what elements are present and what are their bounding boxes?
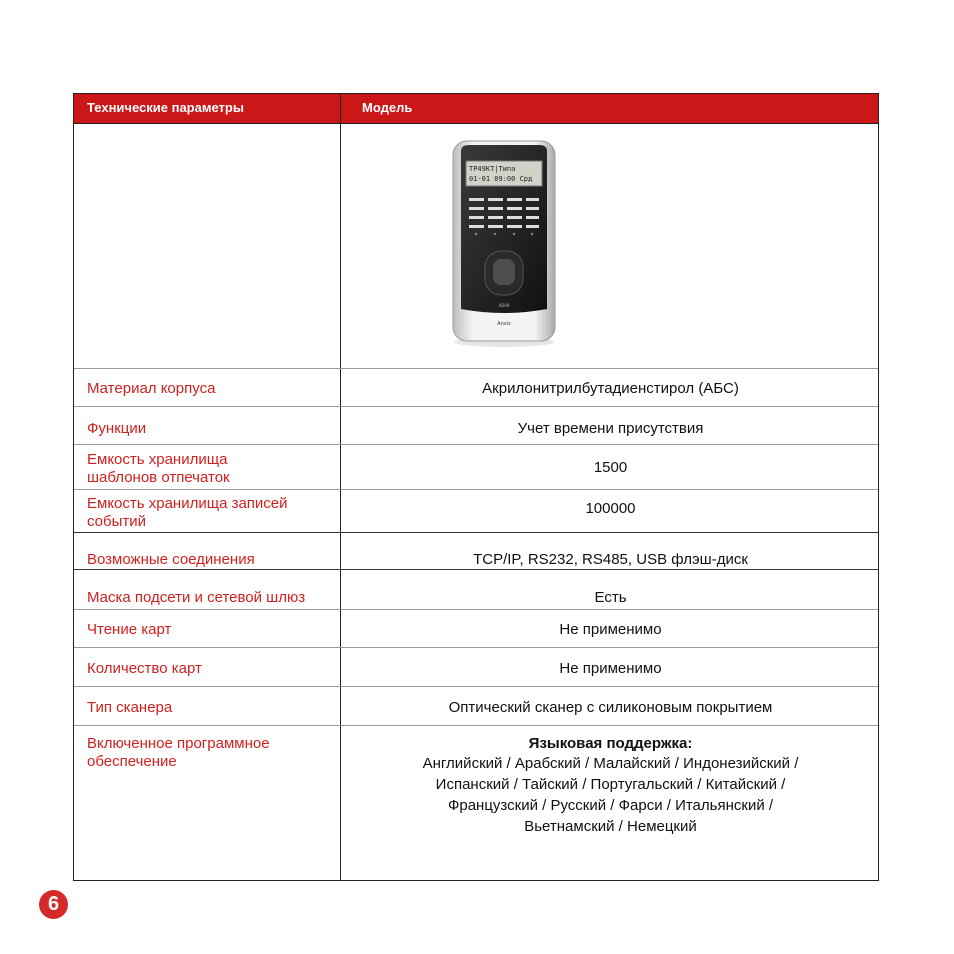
label-card-reading: Чтение карт <box>87 621 172 638</box>
row-divider <box>74 686 878 687</box>
device-image <box>449 139 559 349</box>
svg-text:AD09: AD09 <box>498 303 510 308</box>
label-line: Емкость хранилища <box>87 451 228 468</box>
table-header <box>74 94 878 124</box>
device-brand-label: Anviz <box>497 321 511 327</box>
language-line: Французский / Русский / Фарси / Итальянский / <box>447 797 774 814</box>
row-divider <box>74 406 878 407</box>
label-event-capacity <box>87 495 288 531</box>
label-line: Емкость хранилища записей <box>87 495 288 512</box>
label-line: Включенное программное <box>87 735 270 752</box>
language-line: Испанский / Тайский / Португальский / Китайский / <box>435 776 786 793</box>
row-divider <box>74 609 878 610</box>
label-scanner-type: Тип сканера <box>87 699 173 716</box>
value-scanner-type: Оптический сканер с силиконовым покрытием <box>448 699 773 716</box>
language-support-title: Языковая поддержка: <box>528 735 693 752</box>
label-template-capacity <box>87 451 230 487</box>
label-line: событий <box>87 513 147 530</box>
row-divider <box>74 647 878 648</box>
header-model: Модель <box>362 100 413 115</box>
row-divider <box>74 368 878 369</box>
value-event-capacity: 100000 <box>585 500 636 517</box>
language-line: Вьетнамский / Немецкий <box>524 818 697 835</box>
row-divider <box>74 532 878 533</box>
label-subnet-gateway: Маска подсети и сетевой шлюз <box>87 589 306 606</box>
row-divider <box>74 489 878 490</box>
label-material: Материал корпуса <box>87 380 216 397</box>
label-functions: Функции <box>87 420 147 437</box>
value-subnet-gateway: Есть <box>594 589 627 606</box>
label-software <box>87 735 270 771</box>
device-lcd-line1: TP49KT|Типа <box>469 165 516 173</box>
value-card-reading: Не применимо <box>559 621 662 638</box>
value-template-capacity: 1500 <box>593 459 628 476</box>
row-divider <box>74 725 878 726</box>
row-divider <box>74 444 878 445</box>
value-card-count: Не применимо <box>559 660 662 677</box>
header-params: Технические параметры <box>87 100 244 115</box>
device-lcd-line2: 01-01 09:00 Срд <box>469 175 533 183</box>
value-functions: Учет времени присутствия <box>517 420 704 437</box>
page-number-badge: 6 <box>39 890 68 919</box>
row-divider <box>74 569 878 570</box>
value-material: Акрилонитрилбутадиенстирол (АБС) <box>482 380 739 397</box>
label-line: обеспечение <box>87 753 177 770</box>
value-software <box>341 735 880 837</box>
value-connections: TCP/IP, RS232, RS485, USB флэш-диск <box>473 551 748 568</box>
label-card-count: Количество карт <box>87 660 202 677</box>
spec-table <box>73 93 879 881</box>
label-connections: Возможные соединения <box>87 551 255 568</box>
language-line: Английский / Арабский / Малайский / Индонезийский / <box>422 755 799 772</box>
label-line: шаблонов отпечаток <box>87 469 230 486</box>
